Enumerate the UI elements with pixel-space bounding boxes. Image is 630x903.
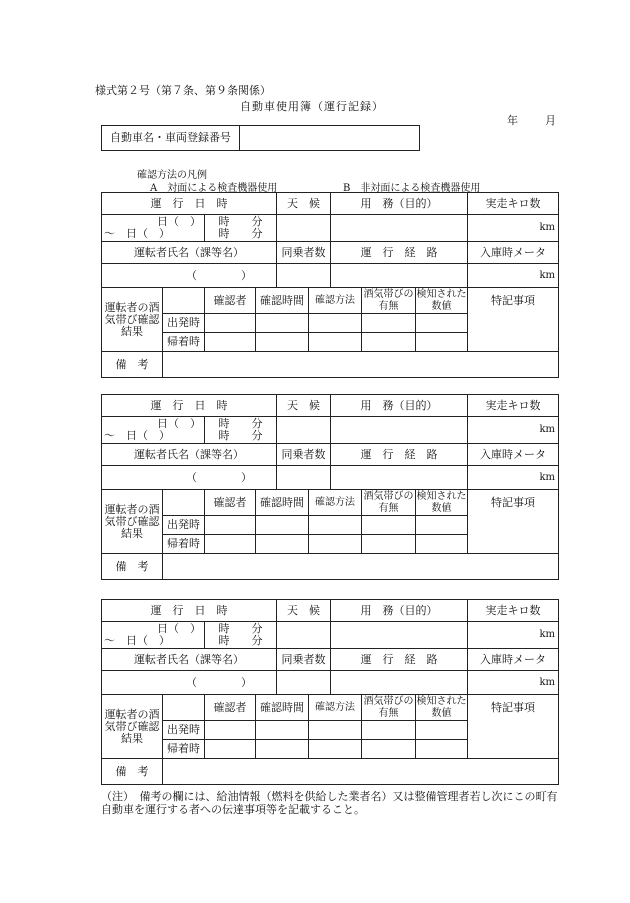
meter-cell[interactable]: [468, 264, 559, 288]
header-datetime: 運 行 日 時: [102, 395, 277, 417]
return-label: 帰着時: [163, 535, 205, 554]
depart-label: 出発時: [163, 516, 205, 535]
header-driver: 運転者氏名（課等名）: [102, 444, 277, 466]
date-cell[interactable]: [102, 417, 205, 444]
blank-header: [163, 288, 205, 314]
day-to: 〜 日（ ）: [104, 429, 170, 442]
date-cell[interactable]: [102, 622, 205, 649]
header-meter: 入庫時メータ: [468, 649, 559, 671]
return-alcohol[interactable]: [362, 535, 416, 554]
header-weather: 天 候: [277, 395, 331, 417]
time-end: 時 分: [218, 634, 263, 647]
time-start: 時 分: [218, 622, 263, 635]
return-detected[interactable]: [416, 740, 468, 759]
header-passengers: 同乗者数: [277, 444, 331, 466]
page-title: 自動車使用簿（運行記録）: [240, 100, 384, 113]
return-confirmer[interactable]: [205, 333, 256, 352]
header-driver: 運転者氏名（課等名）: [102, 649, 277, 671]
remarks-label: 備 考: [102, 759, 163, 785]
header-route: 運 行 経 路: [331, 649, 468, 671]
return-method[interactable]: [309, 535, 362, 554]
department-paren: （ ）: [186, 675, 252, 689]
header-purpose: 用 務（目的）: [331, 600, 468, 622]
km-unit: km: [539, 424, 555, 435]
vehicle-label: 自動車名・車両登録番号: [102, 126, 240, 150]
header-alcohol: 酒気帯びの有無: [363, 288, 414, 312]
header-route: 運 行 経 路: [331, 242, 468, 264]
return-method[interactable]: [309, 740, 362, 759]
legend-heading: 確認方法の凡例: [137, 170, 207, 181]
day-to: 〜 日（ ）: [104, 634, 170, 647]
header-detected: 検知された数値: [416, 695, 467, 719]
blank-header: [163, 695, 205, 721]
header-check-method: 確認方法: [309, 288, 362, 314]
header-check-method: 確認方法: [309, 695, 362, 721]
depart-confirmer[interactable]: [205, 516, 256, 535]
depart-method[interactable]: [309, 721, 362, 740]
depart-method[interactable]: [309, 516, 362, 535]
time-cell[interactable]: [205, 417, 277, 444]
record-table: [101, 394, 559, 580]
remarks-label: 備 考: [102, 352, 163, 378]
purpose-cell[interactable]: [331, 622, 468, 649]
weather-cell[interactable]: [277, 417, 331, 444]
passengers-cell[interactable]: [277, 466, 331, 490]
depart-detected[interactable]: [416, 721, 468, 740]
depart-label: 出発時: [163, 721, 205, 740]
header-passengers: 同乗者数: [277, 242, 331, 264]
km-cell[interactable]: [468, 215, 559, 242]
header-purpose: 用 務（目的）: [331, 193, 468, 215]
time-cell[interactable]: [205, 622, 277, 649]
passengers-cell[interactable]: [277, 671, 331, 695]
time-start: 時 分: [218, 417, 263, 430]
km-cell[interactable]: [468, 622, 559, 649]
return-method[interactable]: [309, 333, 362, 352]
header-km: 実走キロ数: [468, 395, 559, 417]
header-alcohol: 酒気帯びの有無: [363, 490, 414, 514]
weather-cell[interactable]: [277, 622, 331, 649]
driver-cell[interactable]: [102, 264, 277, 288]
special-notes-cell[interactable]: [468, 490, 559, 554]
meter-unit: km: [539, 471, 555, 483]
return-alcohol[interactable]: [362, 333, 416, 352]
record-table: [101, 192, 559, 378]
km-cell[interactable]: [468, 417, 559, 444]
header-check-time: 確認時間: [256, 288, 309, 314]
meter-cell[interactable]: [468, 466, 559, 490]
record-table: [101, 599, 559, 785]
depart-time[interactable]: [256, 721, 309, 740]
header-datetime: 運 行 日 時: [102, 193, 277, 215]
time-cell[interactable]: [205, 215, 277, 242]
header-alcohol: 酒気帯びの有無: [363, 695, 414, 719]
header-confirmer: 確認者: [205, 695, 256, 721]
department-paren: （ ）: [186, 268, 252, 282]
alcohol-check-label: 運転者の酒気帯び確認結果: [102, 288, 163, 352]
driver-cell[interactable]: [102, 671, 277, 695]
footnote: （注） 備考の欄には、給油情報（燃料を供給した業者名）又は整備管理者若し次にこの町有自動車を運行する者への伝達事項等を記載すること。: [101, 790, 558, 816]
route-cell[interactable]: [331, 466, 468, 490]
header-check-method: 確認方法: [309, 490, 362, 516]
depart-label: 出発時: [163, 314, 205, 333]
header-passengers: 同乗者数: [277, 649, 331, 671]
header-weather: 天 候: [277, 600, 331, 622]
date-cell[interactable]: [102, 215, 205, 242]
depart-alcohol[interactable]: [362, 516, 416, 535]
depart-time[interactable]: [256, 314, 309, 333]
remarks-cell[interactable]: [163, 554, 559, 580]
day-from: 日（ ）: [157, 417, 201, 430]
header-detected: 検知された数値: [416, 288, 467, 312]
return-time[interactable]: [256, 535, 309, 554]
department-paren: （ ）: [186, 470, 252, 484]
time-start: 時 分: [218, 215, 263, 228]
km-unit: km: [539, 222, 555, 233]
remarks-label: 備 考: [102, 554, 163, 580]
remarks-cell[interactable]: [163, 759, 559, 785]
depart-detected[interactable]: [416, 314, 468, 333]
header-special: 特記事項: [491, 294, 535, 307]
alcohol-check-label: 運転者の酒気帯び確認結果: [102, 695, 163, 759]
header-km: 実走キロ数: [468, 600, 559, 622]
depart-confirmer[interactable]: [205, 721, 256, 740]
header-check-time: 確認時間: [256, 695, 309, 721]
depart-detected[interactable]: [416, 516, 468, 535]
driver-cell[interactable]: [102, 466, 277, 490]
return-detected[interactable]: [416, 535, 468, 554]
depart-alcohol[interactable]: [362, 721, 416, 740]
header-purpose: 用 務（目的）: [331, 395, 468, 417]
return-time[interactable]: [256, 740, 309, 759]
header-meter: 入庫時メータ: [468, 444, 559, 466]
meter-unit: km: [539, 269, 555, 281]
depart-time[interactable]: [256, 516, 309, 535]
day-to: 〜 日（ ）: [104, 227, 170, 240]
legend-a: A 対面による検査機器使用: [150, 183, 278, 194]
day-from: 日（ ）: [157, 215, 201, 228]
return-confirmer[interactable]: [205, 740, 256, 759]
return-confirmer[interactable]: [205, 535, 256, 554]
header-driver: 運転者氏名（課等名）: [102, 242, 277, 264]
header-datetime: 運 行 日 時: [102, 600, 277, 622]
time-end: 時 分: [218, 429, 263, 442]
year-label: 年: [507, 114, 518, 127]
special-notes-cell[interactable]: [468, 288, 559, 352]
return-label: 帰着時: [163, 333, 205, 352]
header-check-time: 確認時間: [256, 490, 309, 516]
header-special: 特記事項: [491, 701, 535, 714]
header-confirmer: 確認者: [205, 288, 256, 314]
weather-cell[interactable]: [277, 215, 331, 242]
form-reference: 様式第２号（第７条、第９条関係）: [95, 84, 271, 97]
km-unit: km: [539, 629, 555, 640]
header-special: 特記事項: [491, 496, 535, 509]
route-cell[interactable]: [331, 264, 468, 288]
special-notes-cell[interactable]: [468, 695, 559, 759]
vehicle-registration-box: [101, 125, 420, 151]
purpose-cell[interactable]: [331, 417, 468, 444]
passengers-cell[interactable]: [277, 264, 331, 288]
return-alcohol[interactable]: [362, 740, 416, 759]
purpose-cell[interactable]: [331, 215, 468, 242]
return-detected[interactable]: [416, 333, 468, 352]
header-confirmer: 確認者: [205, 490, 256, 516]
header-detected: 検知された数値: [416, 490, 467, 514]
legend-b: B 非対面による検査機器使用: [343, 183, 481, 194]
header-km: 実走キロ数: [468, 193, 559, 215]
depart-method[interactable]: [309, 314, 362, 333]
return-label: 帰着時: [163, 740, 205, 759]
month-label: 月: [545, 114, 556, 127]
meter-cell[interactable]: [468, 671, 559, 695]
depart-alcohol[interactable]: [362, 314, 416, 333]
meter-unit: km: [539, 676, 555, 688]
day-from: 日（ ）: [157, 622, 201, 635]
time-end: 時 分: [218, 227, 263, 240]
blank-header: [163, 490, 205, 516]
header-weather: 天 候: [277, 193, 331, 215]
return-time[interactable]: [256, 333, 309, 352]
header-route: 運 行 経 路: [331, 444, 468, 466]
depart-confirmer[interactable]: [205, 314, 256, 333]
alcohol-check-label: 運転者の酒気帯び確認結果: [102, 490, 163, 554]
header-meter: 入庫時メータ: [468, 242, 559, 264]
remarks-cell[interactable]: [163, 352, 559, 378]
route-cell[interactable]: [331, 671, 468, 695]
